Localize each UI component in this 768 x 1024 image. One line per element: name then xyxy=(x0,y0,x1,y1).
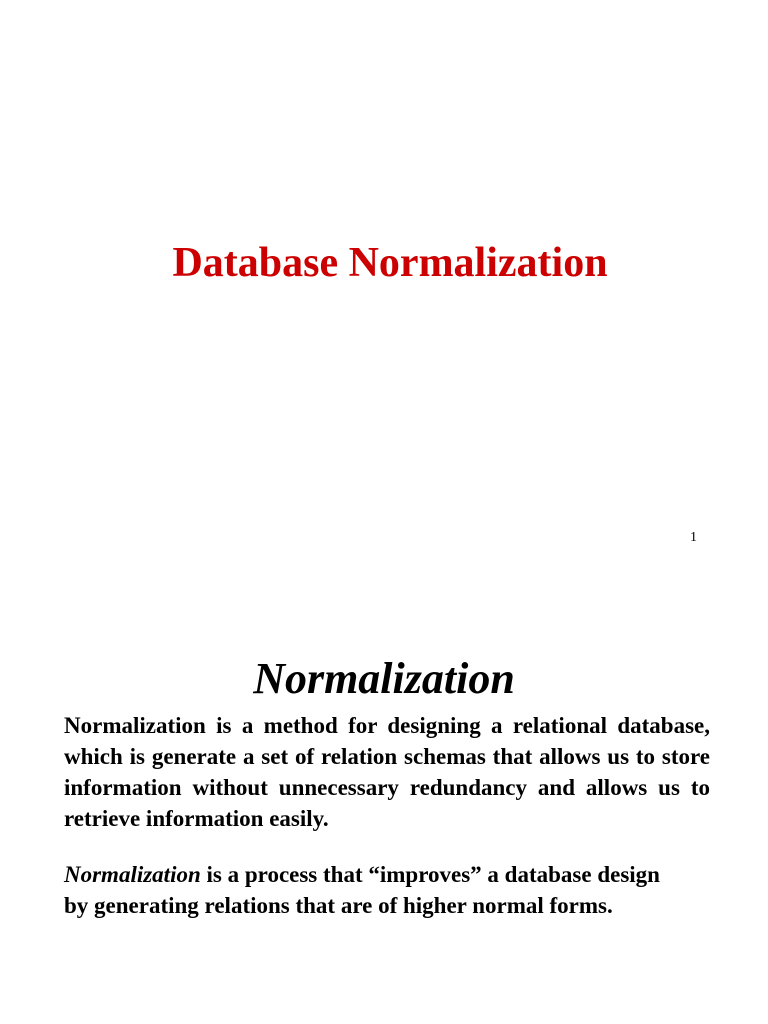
slide-title: Database Normalization xyxy=(172,240,608,286)
page-number: 1 xyxy=(690,530,697,545)
slide-heading: Normalization xyxy=(253,654,515,703)
italic-term: Normalization xyxy=(64,862,201,887)
process-paragraph-text: is a process that “improves” a database design by generating relations that are of higher normal forms. xyxy=(64,862,660,918)
slide-2 xyxy=(0,580,768,1024)
definition-paragraph: Normalization is a method for designing a relational database, which is generate a set of relation schemas that allows us to store information without unnecessary redundancy and allows us to retrieve information easily. xyxy=(64,713,710,831)
process-paragraph xyxy=(64,859,686,921)
